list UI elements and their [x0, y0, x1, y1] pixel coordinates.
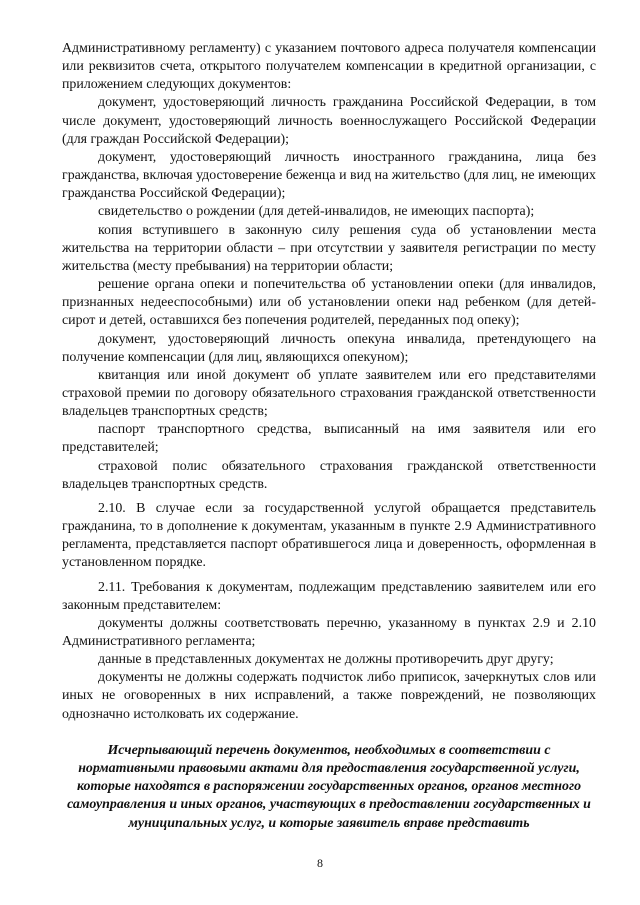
list-item-guardianship-decision: решение органа опеки и попечительства об установлении опеки (для инвалидов, признанных недееспособными) или об установлении опеки над ребенком (для детей-сирот и детей, оставшихся без попечения родителей, переданных под опеку); — [62, 277, 596, 329]
requirement-item-conformity: документы должны соответствовать перечню, указанному в пунктах 2.9 и 2.10 Административного регламента; — [62, 615, 596, 649]
list-item-receipt: квитанция или иной документ об уплате заявителем или его представителями страховой премии по договору обязательного страхования гражданской ответственности владельцев транспортных средств; — [62, 367, 596, 420]
list-item-court-decision: копия вступившего в законную силу решения суда об установлении места жительства на территории области – при отсутствии у заявителя регистрации по месту жительства (месту пребывания) на территории области; — [62, 222, 596, 274]
document-body — [62, 40, 596, 724]
list-item-guardian-id: документ, удостоверяющий личность опекуна инвалида, претендующего на получение компенсации (для лиц, являющихся опекуном); — [62, 331, 596, 365]
section-2-11-paragraph: 2.11. Требования к документам, подлежащим представлению заявителем или его законным представителем: — [62, 579, 596, 613]
requirement-item-no-corrections: документы не должны содержать подчисток либо приписок, зачеркнутых слов или иных не оговоренных в них исправлений, а также повреждений, не позволяющих однозначно истолковать их содержание. — [62, 670, 596, 722]
list-item-insurance-policy: страховой полис обязательного страхования гражданской ответственности владельцев транспортных средств. — [62, 458, 596, 492]
list-item-vehicle-passport: паспорт транспортного средства, выписанный на имя заявителя или его представителей; — [62, 422, 596, 456]
list-item-birth-certificate: свидетельство о рождении (для детей-инвалидов, не имеющих паспорта); — [98, 204, 535, 220]
paragraph-continuation: Административному регламенту) с указанием почтового адреса получателя компенсации или реквизитов счета, открытого получателем компенсации в кредитной организации, с приложением следующих документов: — [62, 41, 596, 93]
list-item-foreign-id: документ, удостоверяющий личность иностранного гражданина, лица без гражданства, включая удостоверение беженца и вид на жительство (для лиц, не имеющих гражданства Российской Федерации); — [62, 149, 596, 202]
list-item-citizen-id: документ, удостоверяющий личность гражданина Российской Федерации, в том числе документ, удостоверяющий личность военнослужащего Российской Федерации (для граждан Российской Федерации); — [62, 95, 596, 147]
page-number: 8 — [317, 856, 323, 870]
requirement-item-consistency: данные в представленных документах не должны противоречить друг другу; — [98, 652, 554, 668]
section-heading: Исчерпывающий перечень документов, необходимых в соответствии с нормативными правовыми актами для предоставления государственной услуги, которые находятся в распоряжении государственных органов, органов местного самоуправления и иных органов, участвующих в предоставлении государственных и муниципальных услуг, и которые заявитель вправе представить — [67, 743, 591, 831]
section-2-10-paragraph: 2.10. В случае если за государственной услугой обращается представитель гражданина, то в дополнение к документам, указанным в пункте 2.9 Административного регламента, представляется паспорт обратившегося лица и доверенность, оформленная в установленном порядке. — [62, 500, 596, 571]
